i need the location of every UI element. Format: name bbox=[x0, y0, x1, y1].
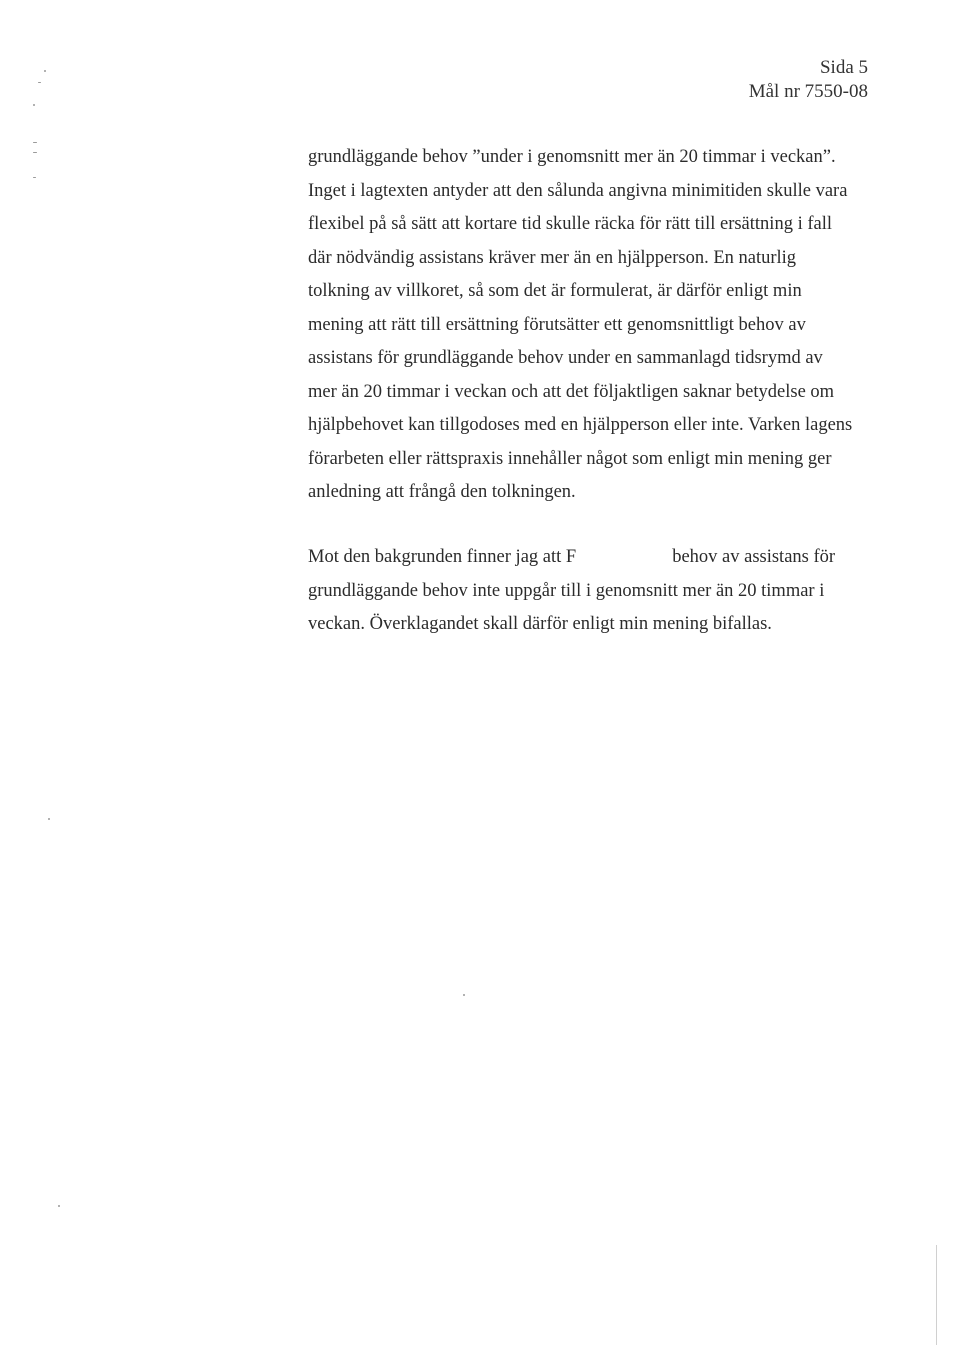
text-line: veckan. Överklagandet skall därför enligt min mening bifallas. bbox=[308, 614, 772, 634]
text-line: mer än 20 timmar i veckan och att det följaktligen saknar betydelse om bbox=[308, 381, 835, 402]
text-line: anledning att frångå den tolkningen. bbox=[308, 482, 576, 502]
text-after-redaction: behov av assistans för bbox=[672, 547, 836, 567]
scan-speck bbox=[33, 142, 37, 143]
text-line: assistans för grundläggande behov under en sammanlagd tidsrymd av bbox=[308, 348, 823, 368]
paragraph-2 bbox=[308, 541, 888, 642]
text-line: flexibel på så sätt att kortare tid skulle räcka för rätt till ersättning i fall bbox=[308, 214, 832, 234]
scan-speck bbox=[44, 70, 46, 72]
text-line: där nödvändig assistans kräver mer än en hjälpperson. En naturlig bbox=[308, 247, 797, 268]
scan-speck bbox=[48, 818, 50, 820]
page-number: Sida 5 bbox=[819, 57, 868, 78]
text-line: mening att rätt till ersättning förutsätter ett genomsnittligt behov av bbox=[308, 314, 806, 335]
paragraph-1 bbox=[308, 141, 888, 510]
scan-edge-line bbox=[936, 1245, 937, 1345]
scan-speck bbox=[33, 104, 35, 106]
text-before-redaction: Mot den bakgrunden finner jag att F bbox=[308, 547, 577, 567]
text-line: Inget i lagtexten antyder att den sålunda angivna minimitiden skulle vara bbox=[308, 180, 848, 201]
text-line: grundläggande behov inte uppgår till i genomsnitt mer än 20 timmar i bbox=[308, 580, 825, 601]
scan-speck bbox=[33, 152, 37, 153]
scan-speck bbox=[58, 1205, 60, 1207]
text-line: hjälpbehovet kan tillgodoses med en hjälpperson eller inte. Varken lagens bbox=[308, 415, 853, 435]
text-line bbox=[308, 541, 888, 575]
scan-speck bbox=[38, 82, 41, 83]
scan-speck bbox=[33, 177, 36, 178]
case-number: Mål nr 7550-08 bbox=[748, 81, 868, 102]
scan-speck bbox=[463, 994, 465, 996]
page-header bbox=[749, 56, 868, 104]
text-line: tolkning av villkoret, så som det är formulerat, är därför enligt min bbox=[308, 281, 802, 301]
text-line: grundläggande behov ”under i genomsnitt mer än 20 timmar i veckan”. bbox=[308, 147, 836, 167]
text-line: förarbeten eller rättspraxis innehåller något som enligt min mening ger bbox=[308, 448, 832, 469]
